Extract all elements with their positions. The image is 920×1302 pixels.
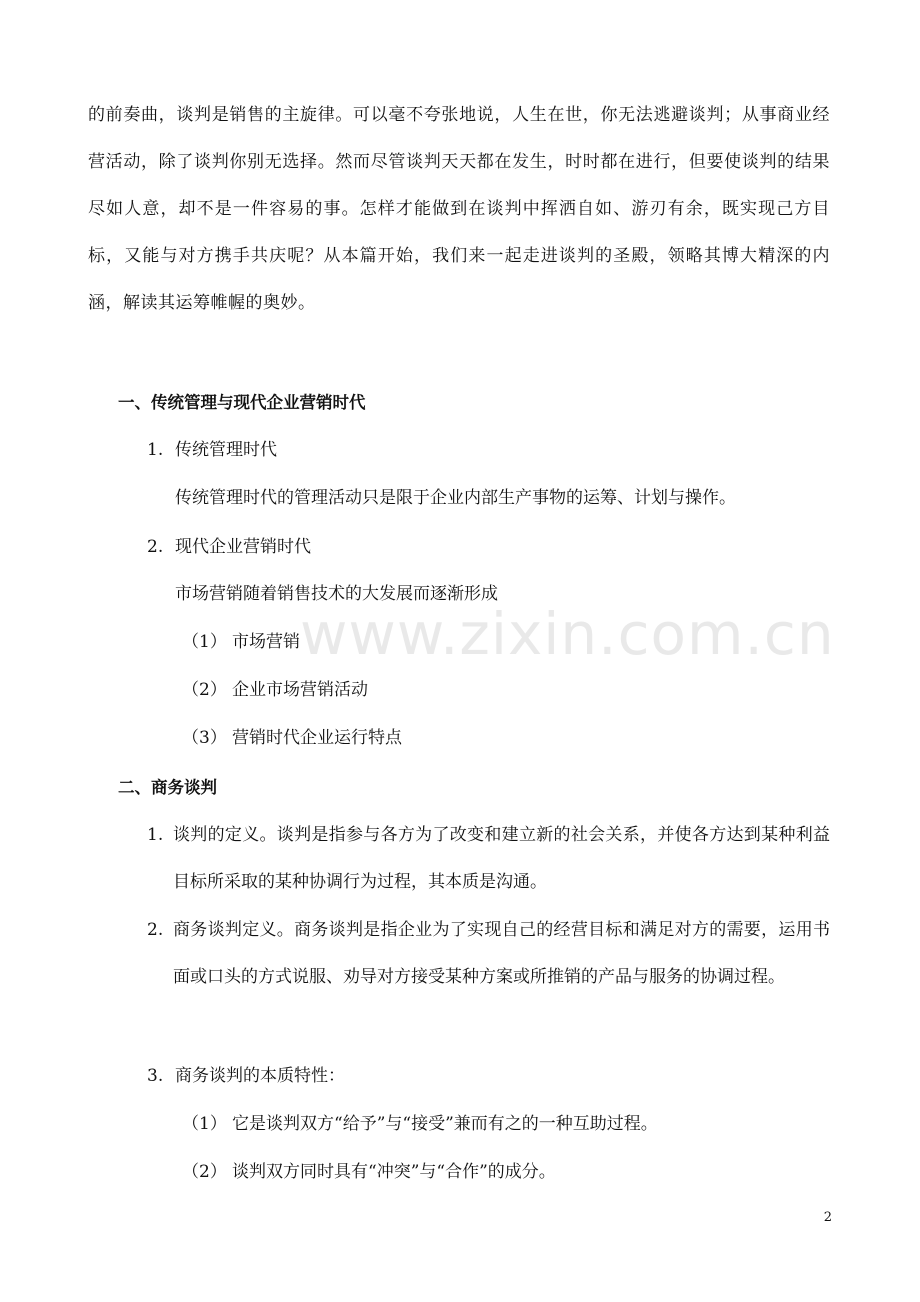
sub-list-text: 营销时代企业运行特点	[232, 728, 402, 748]
list-item-number: 2.	[147, 537, 164, 557]
sub-list-item	[182, 726, 402, 750]
list-item-number: 1.	[147, 440, 164, 460]
definition-item	[147, 812, 830, 906]
list-item-number: 3.	[147, 1066, 164, 1086]
sub-list-number: （2）	[182, 680, 227, 700]
definition-item	[147, 907, 830, 1001]
sub-list-text: 它是谈判双方“给予”与“接受”兼而有之的一种互助过程。	[232, 1114, 658, 1134]
list-item-label: 传统管理时代	[175, 440, 277, 460]
list-item-body: 传统管理时代的管理活动只是限于企业内部生产事物的运筹、计划与操作。	[175, 488, 736, 508]
page-number: 2	[823, 1210, 832, 1225]
list-item-number: 1.	[147, 825, 164, 845]
sub-list-number: （3）	[182, 728, 227, 748]
section-heading-1: 一、传统管理与现代企业营销时代	[118, 393, 366, 412]
sub-list-text: 谈判双方同时具有“冲突”与“合作”的成分。	[232, 1162, 556, 1182]
list-item-text: 谈判的定义。谈判是指参与各方为了改变和建立新的社会关系，并使各方达到某种利益目标所采取的某种协调行为过程，其本质是沟通。	[173, 825, 830, 892]
watermark: www.zixin.com.cn	[300, 600, 835, 668]
sub-list-text: 企业市场营销活动	[232, 680, 368, 700]
sub-list-number: （1）	[182, 632, 227, 652]
sub-list-item	[182, 678, 368, 702]
sub-list-number: （1）	[182, 1114, 227, 1134]
list-item-title	[147, 535, 311, 559]
sub-list-item	[182, 630, 300, 654]
section-heading-2: 二、商务谈判	[118, 778, 217, 797]
list-item-title	[147, 438, 277, 462]
list-item-title	[147, 1064, 345, 1088]
list-item-number: 2.	[147, 920, 164, 940]
sub-list-text: 市场营销	[232, 632, 300, 652]
intro-paragraph: 的前奏曲，谈判是销售的主旋律。可以毫不夸张地说，人生在世，你无法逃避谈判；从事商业经营活动，除了谈判你别无选择。然而尽管谈判天天都在发生，时时都在进行，但要使谈判的结果尽如人意，却不是一件容易的事。怎样才能做到在谈判中挥洒自如、游刃有余，既实现己方目标，又能与对方携手共庆呢？从本篇开始，我们来一起走进谈判的圣殿，领略其博大精深的内涵，解读其运筹帷幄的奥妙。	[88, 105, 830, 313]
list-item-body: 市场营销随着销售技术的大发展而逐渐形成	[175, 584, 498, 604]
sub-list-item	[182, 1112, 658, 1136]
sub-list-number: （2）	[182, 1162, 227, 1182]
list-item-label: 现代企业营销时代	[175, 537, 311, 557]
list-item-label: 商务谈判的本质特性：	[175, 1066, 345, 1086]
list-item-text: 商务谈判定义。商务谈判是指企业为了实现自己的经营目标和满足对方的需要，运用书面或口头的方式说服、劝导对方接受某种方案或所推销的产品与服务的协调过程。	[173, 920, 830, 987]
sub-list-item	[182, 1160, 556, 1184]
